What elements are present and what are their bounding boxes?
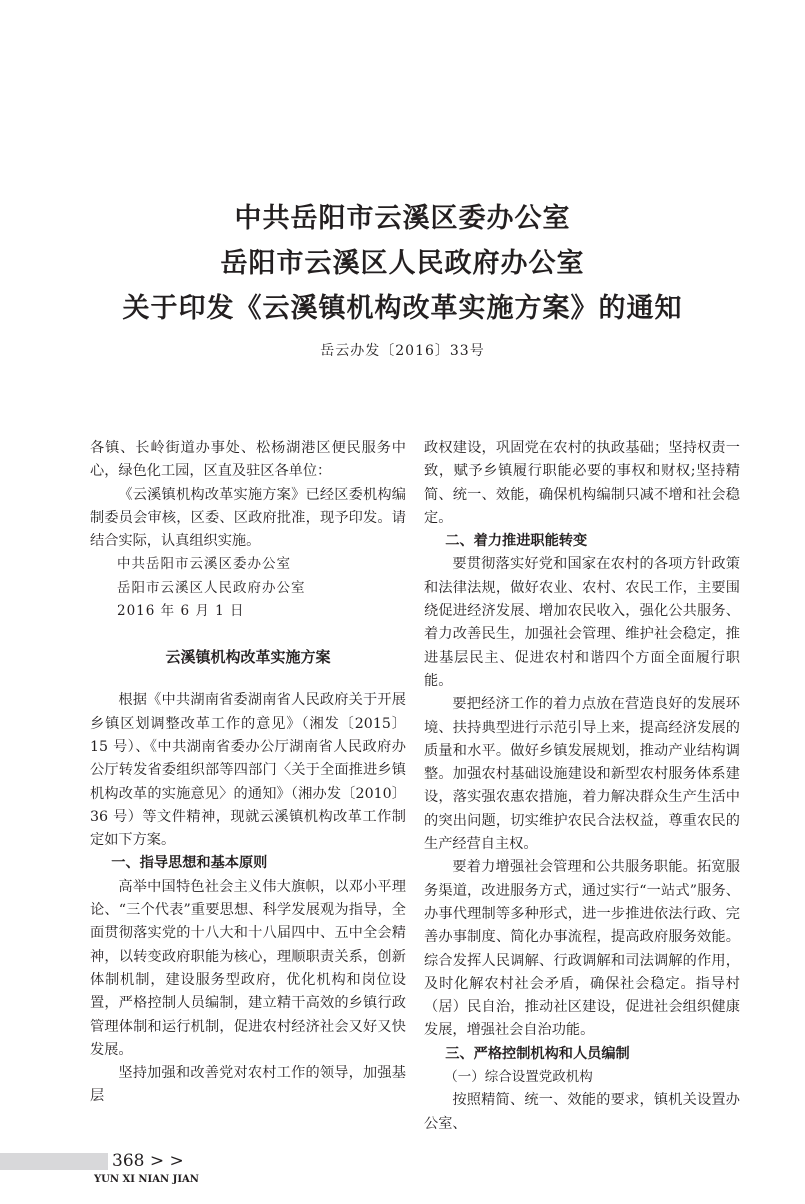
- paragraph: 要把经济工作的着力点放在营造良好的发展环境、扶持典型进行示范引导上来，提高经济发展的质量和水平。做好乡镇发展规划，推动产业结构调整。加强农村基础设施建设和新型农村服务体系建设，落实强农惠农措施，着力解决群众生产生活中的突出问题，切实维护农民合法权益，尊重农民的生产经营自主权。: [424, 696, 740, 853]
- paragraph: 根据《中共湖南省委湖南省人民政府关于开展乡镇区划调整改革工作的意见》（湘发〔2015〕15 号）、《中共湖南省委办公厅湖南省人民政府办公厅转发省委组织部等四部门〈关于全面推进乡镇机构改革的实施意见〉的通知》（湘办发〔2010〕36 号）等文件精神，现就云溪镇机构改革工作制定如下方案。: [90, 692, 406, 849]
- signature-party-office: 中共岳阳市云溪区委办公室: [117, 556, 291, 573]
- section-heading: 一、指导思想和基本原则: [111, 855, 268, 872]
- signature-government-office: 岳阳市云溪区人民政府办公室: [117, 579, 306, 596]
- right-column: [424, 437, 740, 1136]
- paragraph: 按照精简、统一、效能的要求，镇机关设置办公室、: [424, 1092, 740, 1132]
- title-line-1: 中共岳阳市云溪区委办公室: [234, 203, 571, 234]
- title-line-3: 关于印发《云溪镇机构改革实施方案》的通知: [122, 293, 683, 324]
- intro-paragraph: 《云溪镇机构改革实施方案》已经区委机构编制委员会审核，区委、区政府批准，现予印发。请结合实际，认真组织实施。: [90, 486, 406, 550]
- paragraph: 坚持加强和改善党对农村工作的领导，加强基层: [90, 1065, 406, 1105]
- title-line-2: 岳阳市云溪区人民政府办公室: [220, 248, 585, 279]
- signature-date: 2016 年 6 月 1 日: [117, 603, 245, 620]
- paragraph: 政权建设，巩固党在农村的执政基础；坚持权责一致，赋予乡镇履行职能必要的事权和财权;坚持精简、统一、效能，确保机构编制只减不增和社会稳定。: [424, 440, 740, 526]
- addressee: 各镇、长岭街道办事处、松杨湖港区便民服务中心，绿色化工园，区直及驻区各单位：: [90, 440, 406, 480]
- section-heading: 二、着力推进职能转变: [445, 533, 588, 550]
- footer-bar: [0, 1153, 108, 1170]
- section-heading: 三、严格控制机构和人员编制: [445, 1045, 630, 1062]
- paragraph: 高举中国特色社会主义伟大旗帜，以邓小平理论、“三个代表”重要思想、科学发展观为指导，全面贯彻落实党的十八大和十八届四中、五中全会精神，以转变政府职能为核心，理顺职责关系，创新体制机制，建设服务型政府，优化机构和岗位设置，严格控制人员编制，建立精干高效的乡镇行政管理体制和运行机制，促进农村经济社会又好又快发展。: [90, 878, 406, 1058]
- document-number: 岳云办发〔2016〕33号: [320, 343, 485, 359]
- plan-title: 云溪镇机构改革实施方案: [165, 648, 331, 667]
- document-header: [0, 0, 805, 361]
- left-column: [90, 437, 406, 1109]
- subsection-heading: （一）综合设置党政机构: [444, 1069, 593, 1086]
- page-footer: [0, 1150, 805, 1204]
- paragraph: 要贯彻落实好党和国家在农村的各项方针政策和法律法规，做好农业、农村、农民工作，主要围绕促进经济发展、增加农民收入，强化公共服务、着力改善民生，加强社会管理、维护社会稳定，推进基层民主、促进农村和谐四个方面全面履行职能。: [424, 556, 740, 689]
- paragraph: 要着力增强社会管理和公共服务职能。拓宽服务渠道，改进服务方式，通过实行“一站式”服务、办事代理制等多种形式，进一步推进依法行政、完善办事制度、简化办事流程，提高政府服务效能。综合发挥人民调解、行政调解和司法调解的作用，及时化解农村社会矛盾，确保社会稳定。指导村（居）民自治，推动社区建设，促进社会组织健康发展，增强社会自治功能。: [424, 859, 740, 1039]
- page-number: 368 > >: [112, 1150, 184, 1171]
- journal-name: YUN XI NIAN JIAN: [94, 1173, 199, 1185]
- body-columns: [0, 437, 805, 1136]
